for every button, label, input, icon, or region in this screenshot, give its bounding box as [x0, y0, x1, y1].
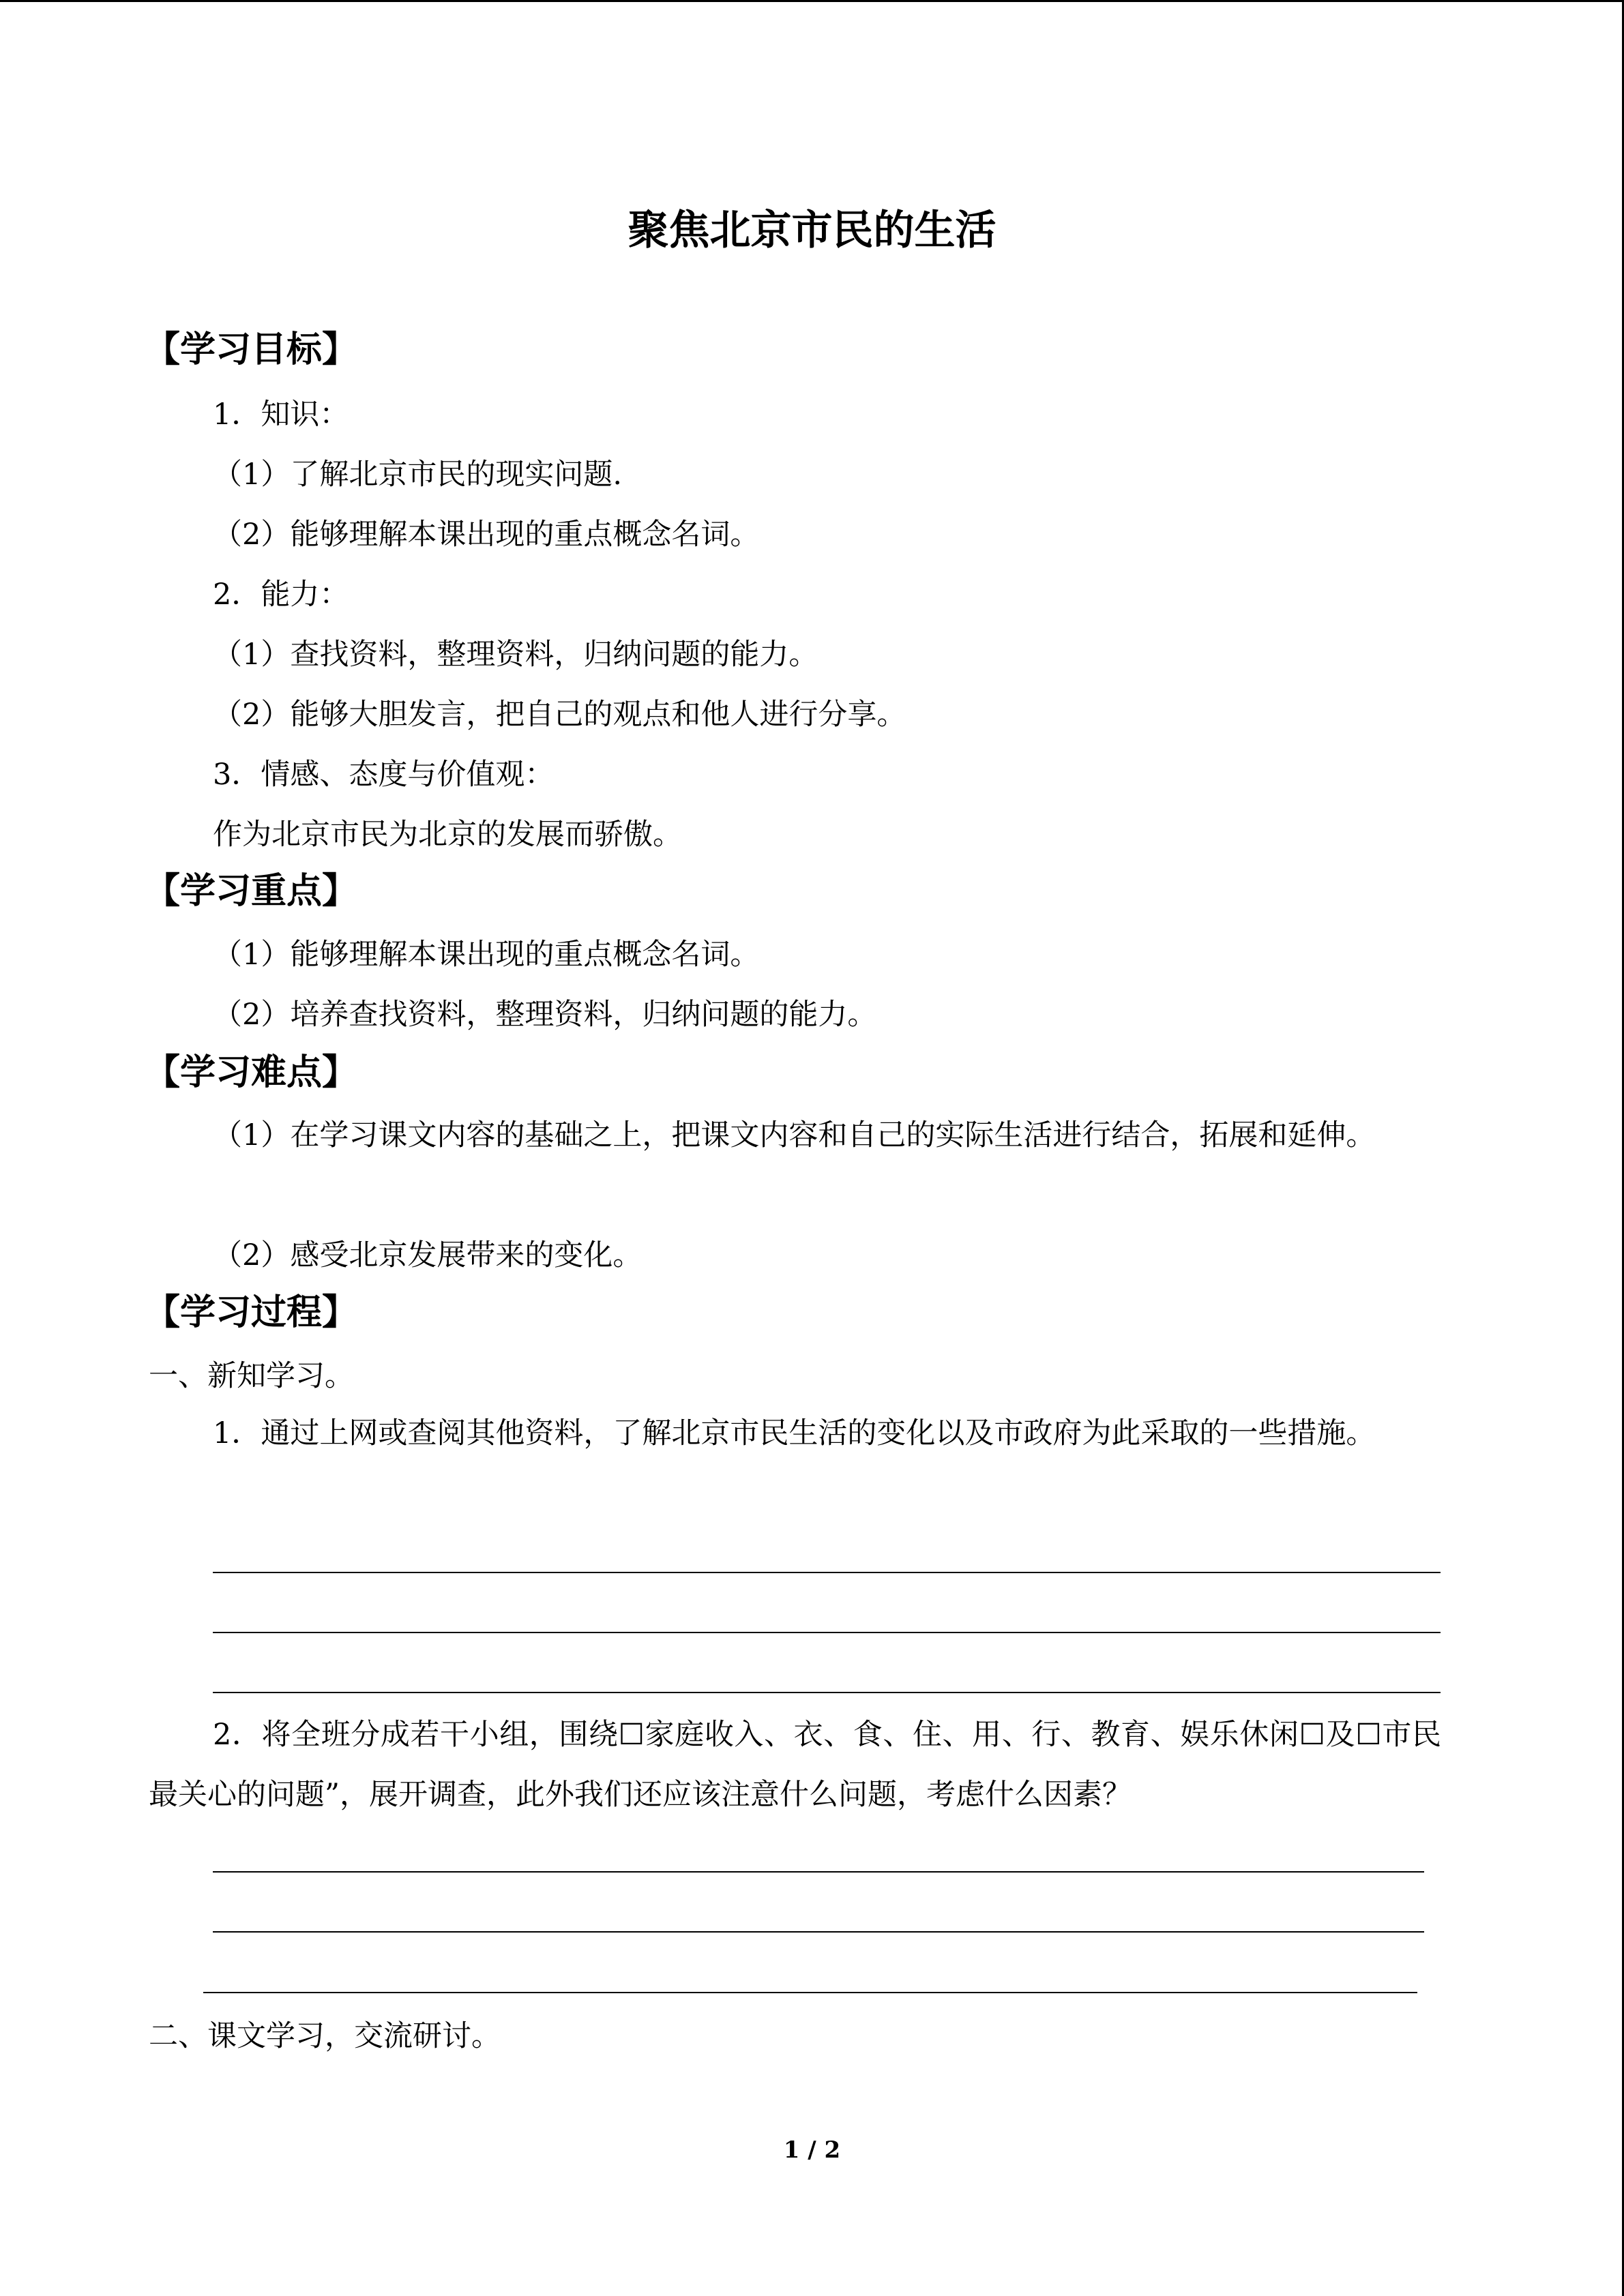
answer-line-1[interactable]	[213, 1572, 1441, 1573]
ability-label: 2．能力：	[213, 578, 349, 612]
key-point-item-2: （2）培养查找资料，整理资料，归纳问题的能力。	[213, 998, 877, 1032]
answer-line-3[interactable]	[213, 1692, 1441, 1693]
ability-item-1: （1）查找资料，整理资料，归纳问题的能力。	[213, 638, 818, 672]
answer-line-5[interactable]	[213, 1931, 1424, 1933]
process-heading: 【学习过程】	[145, 1292, 358, 1333]
emotion-label: 3．情感、态度与价值观：	[213, 758, 555, 792]
answer-line-6[interactable]	[203, 1992, 1417, 1993]
knowledge-item-1: （1）了解北京市民的现实问题.	[213, 458, 623, 492]
section-2-label: 二、课文学习，交流研讨。	[149, 2019, 501, 2053]
answer-line-2[interactable]	[213, 1632, 1441, 1633]
difficulties-heading: 【学习难点】	[145, 1052, 358, 1093]
page-title: 聚焦北京市民的生活	[628, 207, 996, 254]
difficulty-item-2: （2）感受北京发展带来的变化。	[213, 1238, 643, 1272]
emotion-item-1: 作为北京市民为北京的发展而骄傲。	[213, 818, 682, 852]
knowledge-label: 1．知识：	[213, 398, 349, 432]
task-1-text: 1．通过上网或查阅其他资料，了解北京市民生活的变化以及市政府为此采取的一些措施。	[213, 1416, 1376, 1450]
section-1-label: 一、新知学习。	[149, 1359, 354, 1393]
ability-item-2: （2）能够大胆发言，把自己的观点和他人进行分享。	[213, 698, 906, 732]
answer-line-4[interactable]	[213, 1871, 1424, 1873]
objectives-heading: 【学习目标】	[145, 329, 358, 370]
task-2-text: 2．将全班分成若干小组，围绕☐家庭收入、衣、食、住、用、行、教育、娱乐休闲☐及☐市民最关心的问题”，展开调查，此外我们还应该注意什么问题，考虑什么因素？	[149, 1718, 1441, 1812]
key-points-heading: 【学习重点】	[145, 871, 358, 912]
difficulty-item-1: （1）在学习课文内容的基础之上，把课文内容和自己的实际生活进行结合，拓展和延伸。	[213, 1118, 1376, 1152]
key-point-item-1: （1）能够理解本课出现的重点概念名词。	[213, 938, 760, 972]
page-number: 1 / 2	[783, 2136, 841, 2164]
knowledge-item-2: （2）能够理解本课出现的重点概念名词。	[213, 518, 760, 552]
